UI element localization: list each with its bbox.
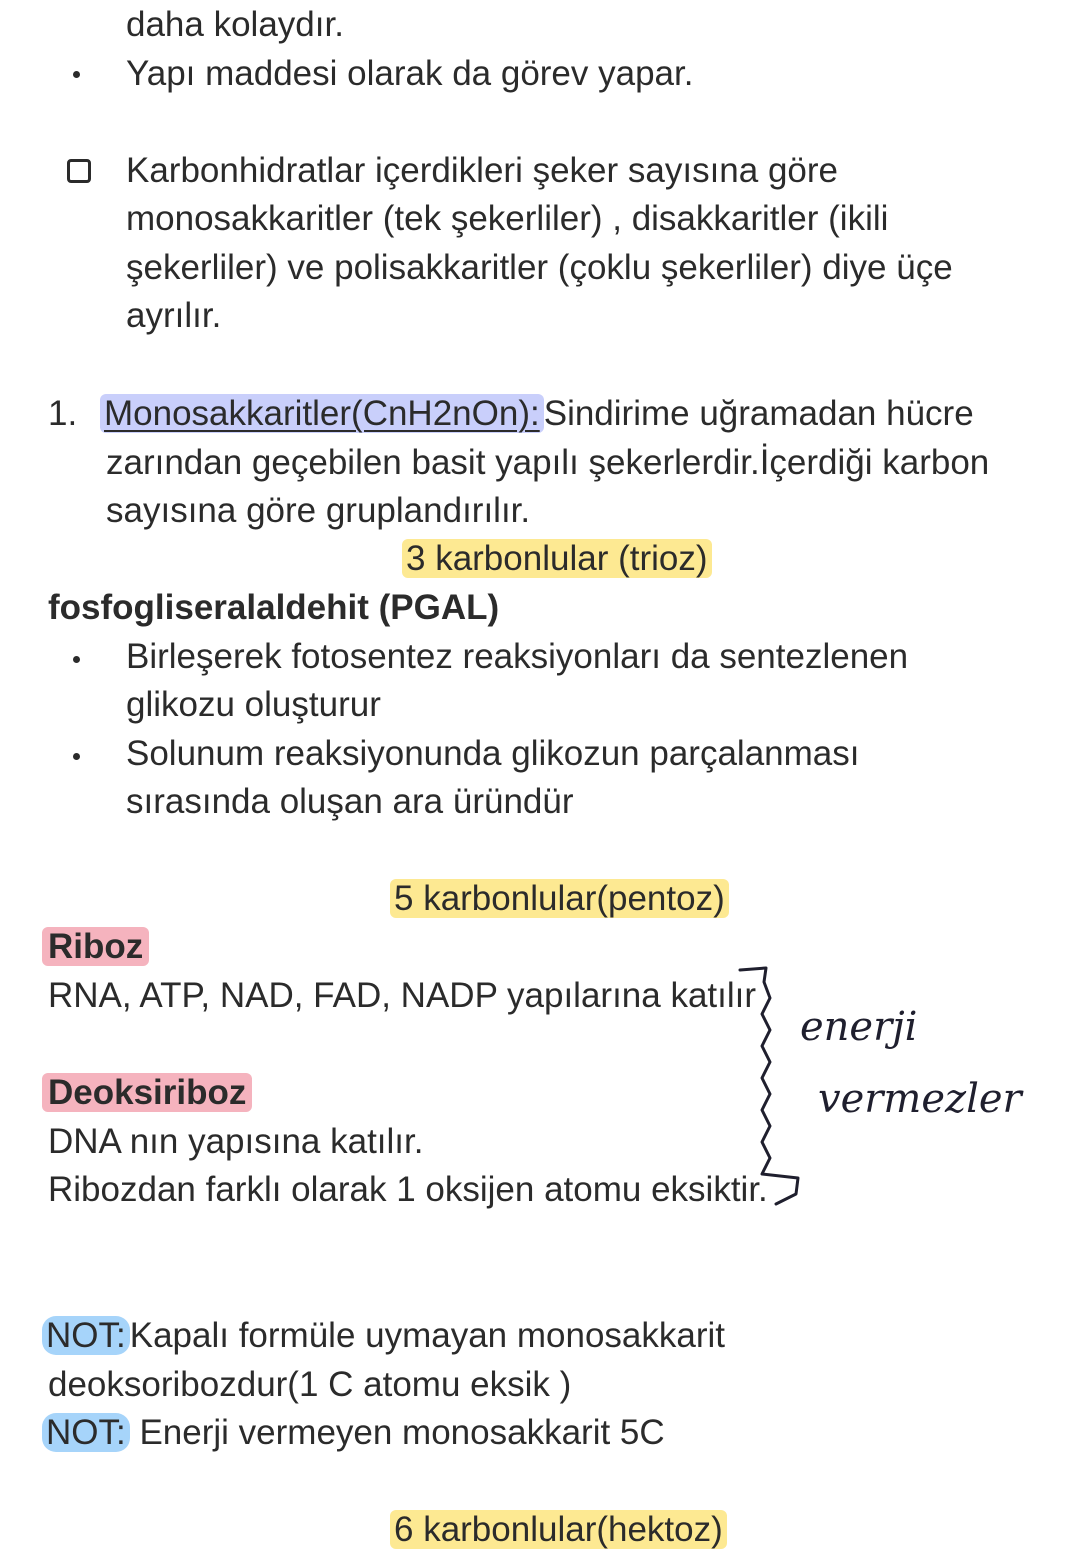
pgal-title: fosfogliseralaldehit (PGAL)	[48, 588, 500, 627]
pgal-bullet-2-line-2: sırasında oluşan ara üründür	[126, 782, 574, 821]
hektoz-heading-text: 6 karbonlular(hektoz)	[390, 1510, 727, 1549]
list-number: 1.	[48, 394, 78, 433]
classification-line-3: şekerliler) ve polisakkaritler (çoklu şekerliler) diye üçe	[126, 248, 953, 287]
handwritten-give-text: vermezler	[818, 1076, 1022, 1122]
mono-term: Monosakkaritler(CnH2nOn):	[100, 394, 544, 433]
note-2-label: NOT:	[42, 1413, 130, 1452]
riboz-desc: RNA, ATP, NAD, FAD, NADP yapılarına katılır	[48, 976, 757, 1015]
deoksiriboz-title-text: Deoksiriboz	[42, 1073, 252, 1112]
curly-brace-icon	[740, 968, 798, 1204]
note-2-text: Enerji vermeyen monosakkarit 5C	[129, 1413, 665, 1452]
note-1-line-1	[48, 1311, 725, 1360]
classification-line-1: Karbonhidratlar içerdikleri şeker sayısına göre	[126, 151, 838, 190]
riboz-title-text: Riboz	[42, 927, 149, 966]
classification-line-4: ayrılır.	[126, 296, 222, 335]
note-1-text: Kapalı formüle uymayan monosakkarit	[129, 1316, 726, 1355]
note-1-label: NOT:	[42, 1316, 130, 1355]
pgal-bullet-2-line-1: Solunum reaksiyonunda glikozun parçalanması	[126, 734, 860, 773]
intro-bullet: Yapı maddesi olarak da görev yapar.	[126, 54, 694, 93]
trioz-heading-text: 3 karbonlular (trioz)	[402, 539, 712, 578]
deoksiriboz-desc-1: DNA nın yapısına katılır.	[48, 1122, 424, 1161]
hektoz-heading	[390, 1505, 727, 1554]
intro-line: daha kolaydır.	[126, 5, 344, 44]
pentoz-heading-text: 5 karbonlular(pentoz)	[390, 879, 729, 918]
note-1-line-2: deoksoribozdur(1 C atomu eksik )	[48, 1365, 572, 1404]
deoksiriboz-desc-2: Ribozdan farklı olarak 1 oksijen atomu eksiktir.	[48, 1170, 768, 1209]
mono-desc-1: Sindirime uğramadan hücre	[543, 394, 974, 433]
note-2-line	[48, 1408, 665, 1457]
handwritten-energy-text: enerji	[800, 1004, 918, 1050]
mono-definition-line-2: zarından geçebilen basit yapılı şekerlerdir.İçerdiği karbon	[106, 443, 990, 482]
pgal-bullet-1-line-1: Birleşerek fotosentez reaksiyonları da sentezlenen	[126, 637, 909, 676]
classification-line-2: monosakkaritler (tek şekerliler) , disakkaritler (ikili	[126, 199, 889, 238]
mono-definition-line-3: sayısına göre gruplandırılır.	[106, 491, 531, 530]
pgal-bullet-1-line-2: glikozu oluşturur	[126, 685, 381, 724]
